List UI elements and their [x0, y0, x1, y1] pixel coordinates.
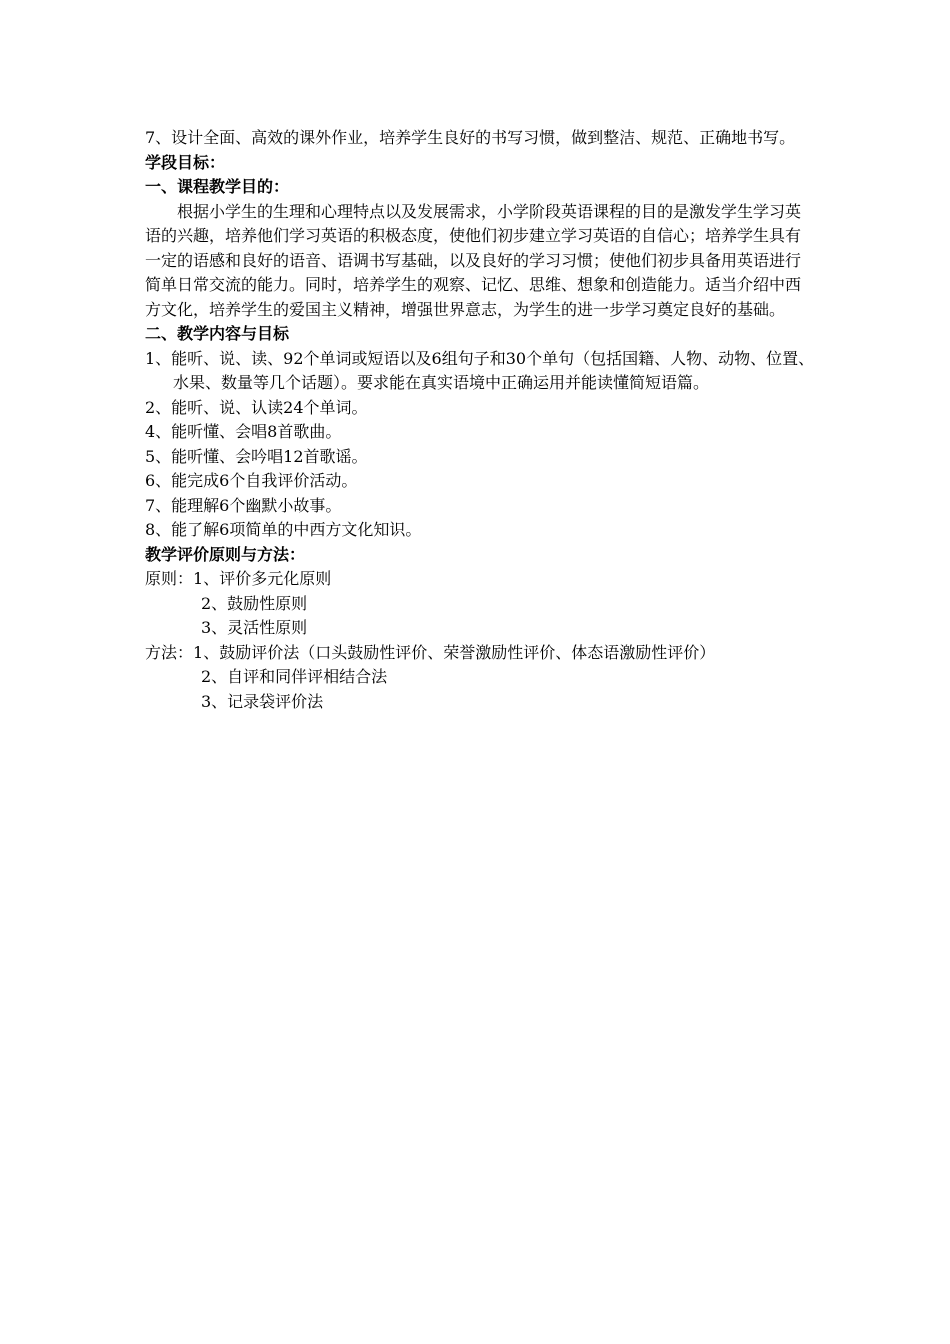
methods-row [145, 641, 815, 666]
heading-content-goals: 二、教学内容与目标 [145, 324, 290, 343]
principles-row [145, 567, 815, 592]
method-item: 2、自评和同伴评相结合法 [201, 667, 388, 686]
goal-item: 8、能了解6项简单的中西方文化知识。 [145, 520, 422, 539]
principles-label: 原则： [145, 569, 194, 588]
principle-item: 2、鼓励性原则 [201, 593, 308, 613]
heading-course-purpose: 一、课程教学目的： [145, 177, 290, 196]
method-item: 3、记录袋评价法 [201, 691, 324, 711]
methods-label: 方法： [145, 642, 194, 662]
heading-stage-goals: 学段目标： [145, 152, 226, 172]
purpose-paragraph: 根据小学生的生理和心理特点以及发展需求，小学阶段英语课程的目的是激发学生学习英语的兴趣，培养他们学习英语的积极态度，使他们初步建立学习英语的自信心；培养学生具有一定的语感和良好的语音、语调书写基础，以及良好的学习习惯；使他们初步具备用英语进行简单日常交流的能力。同时，培养学生的观察、记忆、思维、想象和创造能力。适当介绍中西方文化，培养学生的爱国主义精神，增强世界意志，为学生的进一步学习奠定良好的基础。 [145, 201, 802, 319]
item-7-homework: 7、设计全面、高效的课外作业，培养学生良好的书写习惯，做到整洁、规范、正确地书写。 [145, 128, 796, 147]
method-item: 1、鼓励评价法（口头鼓励性评价、荣誉激励性评价、体态语激励性评价） [193, 642, 716, 662]
document-page [145, 126, 815, 714]
goal-item: 2、能听、说、认读24个单词。 [145, 397, 368, 417]
goal-item: 6、能完成6个自我评价活动。 [145, 471, 358, 490]
goal-item: 7、能理解6个幽默小故事。 [145, 495, 342, 515]
goal-item: 5、能听懂、会吟唱12首歌谣。 [145, 446, 368, 466]
principle-item: 1、评价多元化原则 [193, 569, 332, 588]
principle-item: 3、灵活性原则 [201, 618, 308, 637]
goal-item: 4、能听懂、会唱8首歌曲。 [145, 422, 342, 441]
heading-evaluation: 教学评价原则与方法： [145, 544, 306, 564]
goal-item: 1、能听、说、读、92个单词或短语以及6组句子和30个单句（包括国籍、人物、动物、位置、水果、数量等几个话题）。要求能在真实语境中正确运用并能读懂简短语篇。 [145, 348, 815, 392]
